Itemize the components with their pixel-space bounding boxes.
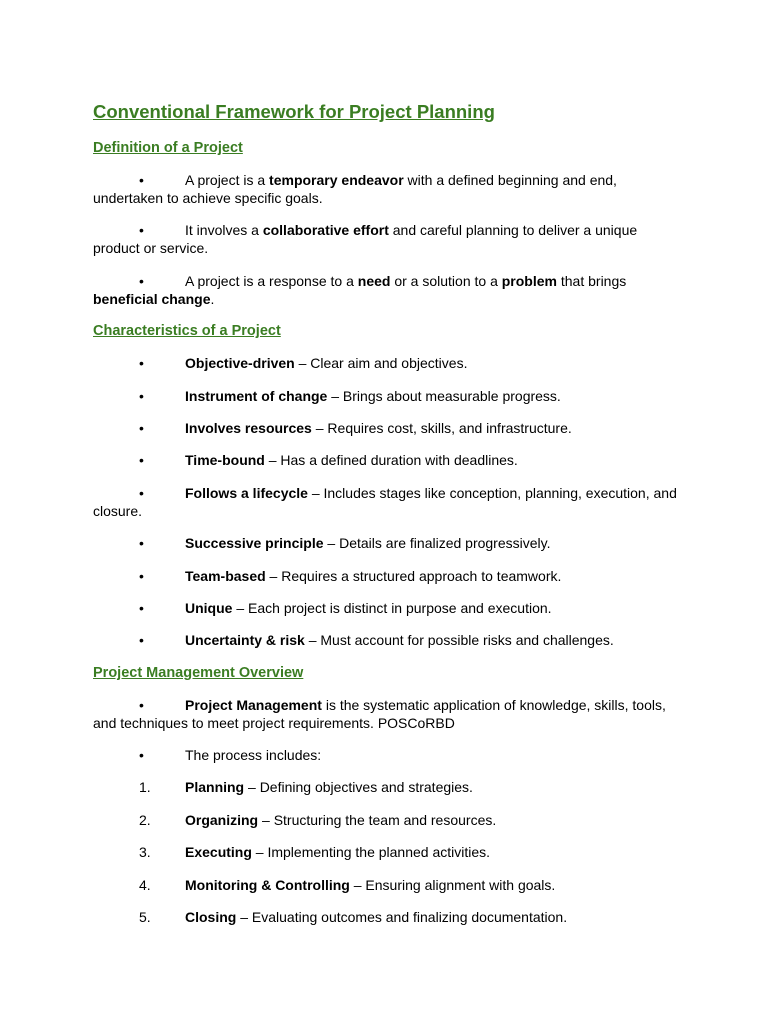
list-item [93, 908, 683, 926]
emphasis-text: temporary endeavor [269, 172, 404, 188]
list-item [93, 484, 683, 520]
emphasis-text: problem [501, 272, 557, 289]
bullet-marker: • [139, 599, 144, 616]
list-item [93, 778, 683, 796]
emphasis-text: Executing [185, 844, 252, 861]
list-item [93, 811, 683, 829]
body-text: – Implementing the planned activities. [251, 844, 491, 861]
emphasis-text: beneficial change [93, 290, 211, 307]
list-item [93, 567, 683, 585]
body-text: – Has a defined duration with deadlines. [264, 452, 518, 469]
body-text: – Evaluating outcomes and finalizing documentation. [236, 909, 568, 926]
bullet-marker: • [139, 484, 144, 501]
emphasis-text: Uncertainty & risk [185, 632, 305, 649]
bullet-marker: • [139, 567, 144, 584]
body-text: – Includes stages like conception, planning, execution, and closure. [93, 484, 677, 519]
body-text: A project is a [185, 172, 270, 188]
list-item [93, 387, 683, 405]
body-text: – Structuring the team and resources. [258, 811, 497, 828]
list-number: 3. [139, 844, 151, 861]
body-text: . [210, 290, 215, 307]
section-project-management-overview [93, 664, 683, 926]
bullet-marker: • [139, 387, 144, 404]
list-item [93, 534, 683, 552]
bullet-marker: • [139, 696, 144, 713]
emphasis-text: Monitoring & Controlling [185, 876, 350, 893]
bullet-marker: • [139, 747, 144, 764]
emphasis-text: Unique [185, 599, 233, 616]
emphasis-text: Team-based [185, 567, 266, 584]
emphasis-text: Organizing [185, 811, 259, 828]
list-item [93, 419, 683, 437]
emphasis-text: Objective-driven [185, 355, 295, 372]
body-text: is the systematic application of knowledge, skills, tools, and techniques to meet project requirements. POSCoRBD [93, 696, 666, 731]
bullet-marker: • [139, 355, 144, 372]
document-title: Conventional Framework for Project Planning [93, 101, 495, 122]
bullet-marker: • [139, 172, 144, 188]
document-body [93, 139, 683, 926]
body-text: It involves a [185, 222, 263, 239]
body-text: – Details are finalized progressively. [323, 535, 551, 552]
body-text: The process includes: [185, 747, 322, 764]
emphasis-text: collaborative effort [262, 222, 389, 239]
body-text: – Requires cost, skills, and infrastructure. [311, 419, 572, 436]
emphasis-text: need [357, 272, 391, 289]
section-heading: Characteristics of a Project [93, 323, 281, 340]
list-item [93, 843, 683, 861]
body-text: – Each project is distinct in purpose and execution. [232, 599, 552, 616]
body-text: – Defining objectives and strategies. [244, 779, 473, 796]
body-text: – Ensuring alignment with goals. [349, 876, 556, 893]
document-page [93, 100, 683, 940]
list-item [93, 696, 683, 732]
bullet-marker: • [139, 419, 144, 436]
bullet-marker: • [139, 222, 144, 239]
emphasis-text: Planning [185, 779, 245, 796]
list-item [93, 746, 683, 764]
list-item [93, 354, 683, 372]
section-definition-of-a-project [93, 139, 683, 308]
emphasis-text: Involves resources [185, 419, 312, 436]
body-text: – Must account for possible risks and challenges. [304, 632, 614, 649]
list-item [93, 599, 683, 617]
emphasis-text: Follows a lifecycle [185, 484, 308, 501]
list-item [93, 631, 683, 649]
body-text: – Clear aim and objectives. [294, 355, 468, 372]
list-item [93, 171, 683, 207]
body-text: – Brings about measurable progress. [327, 387, 561, 404]
bullet-marker: • [139, 272, 144, 289]
list-number: 5. [139, 909, 151, 926]
list-number: 2. [139, 811, 151, 828]
list-item [93, 876, 683, 894]
body-text: – Requires a structured approach to teamwork. [265, 567, 562, 584]
body-text: or a solution to a [390, 272, 502, 289]
list-number: 4. [139, 876, 151, 893]
list-number: 1. [139, 779, 151, 796]
list-item [93, 272, 683, 308]
section-heading: Definition of a Project [93, 140, 243, 156]
body-text: A project is a response to a [185, 272, 358, 289]
list-item [93, 451, 683, 469]
bullet-marker: • [139, 452, 144, 469]
list-item [93, 221, 683, 257]
bullet-marker: • [139, 535, 144, 552]
bullet-marker: • [139, 632, 144, 649]
emphasis-text: Successive principle [185, 535, 324, 552]
emphasis-text: Instrument of change [185, 387, 328, 404]
emphasis-text: Closing [185, 909, 237, 926]
body-text: that brings [556, 272, 627, 289]
section-heading: Project Management Overview [93, 664, 304, 681]
body-text: and careful planning to deliver a unique product or service. [93, 222, 638, 257]
body-text: with a defined beginning and end, undertaken to achieve specific goals. [93, 172, 617, 206]
emphasis-text: Time-bound [185, 452, 265, 469]
section-characteristics-of-a-project [93, 322, 683, 649]
emphasis-text: Project Management [185, 696, 322, 713]
